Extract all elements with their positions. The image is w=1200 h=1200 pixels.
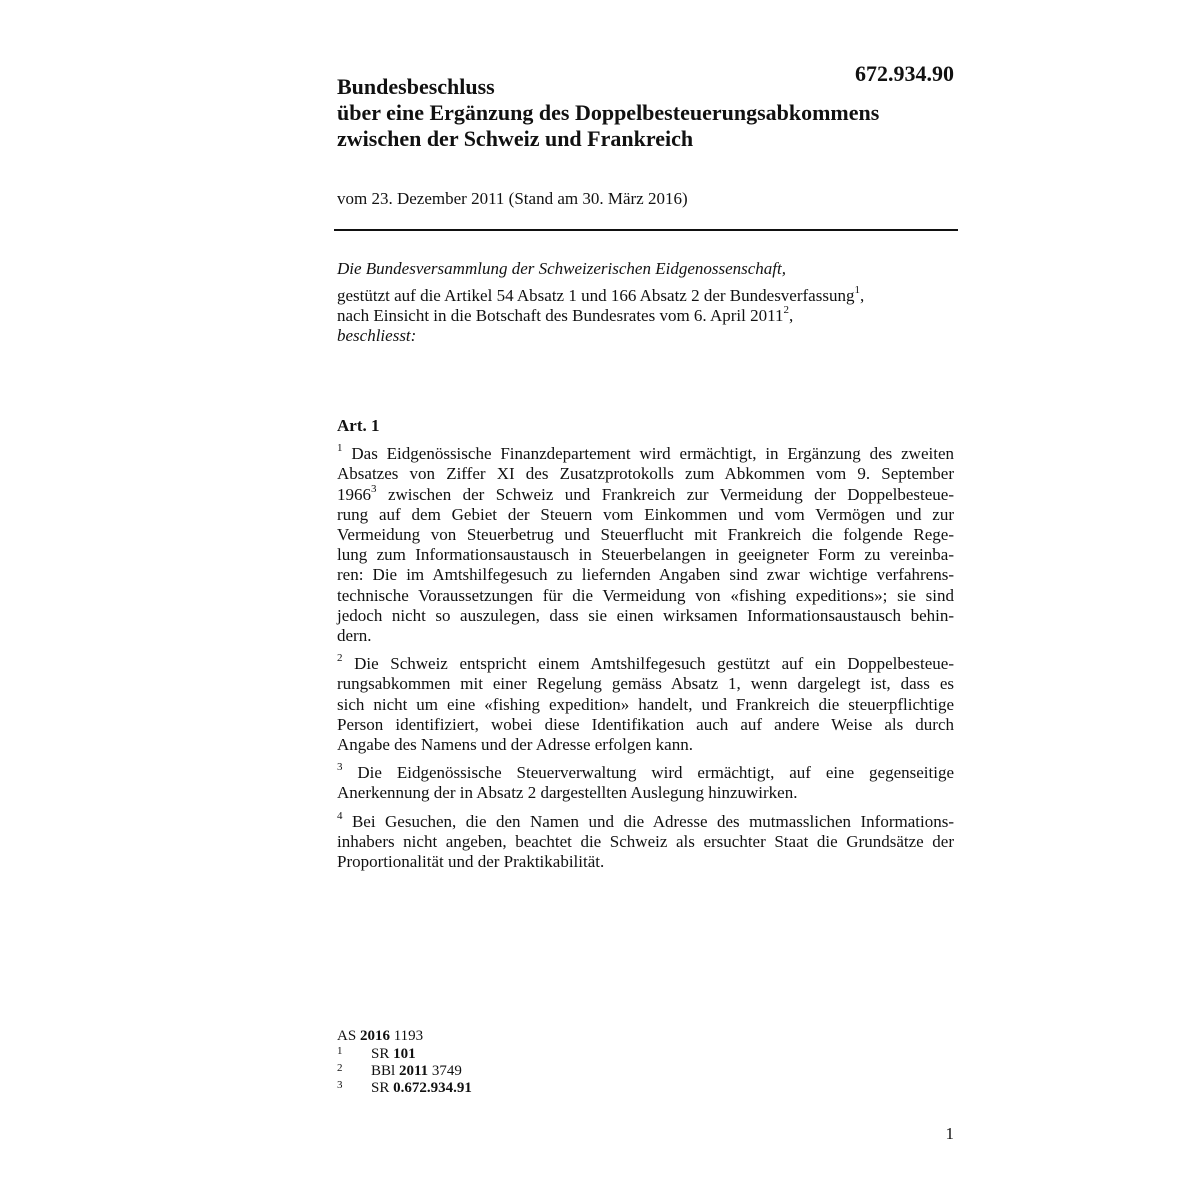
footnotes: [337, 1028, 472, 1097]
footnote-prefix: SR: [371, 1046, 390, 1062]
line-text: Die Eidgenössische Steuerverwaltung wird ermächtigt, auf eine gegenseitige: [357, 763, 955, 783]
preamble-message: [337, 306, 957, 326]
paragraph-number: 3: [337, 761, 343, 774]
preamble-basis: [337, 286, 957, 306]
as-page: 1193: [393, 1028, 424, 1044]
paragraph-line: [337, 763, 954, 783]
footnote-text[interactable]: [371, 1063, 462, 1080]
article-paragraph-3: [337, 763, 954, 803]
sr-number: 672.934.90: [855, 61, 954, 86]
preamble-basis-end: ,: [859, 286, 865, 305]
paragraph-line: Angabe des Namens und der Adresse erfolgen kann.: [337, 735, 693, 755]
preamble: [337, 259, 957, 346]
paragraph-line: Person identifiziert, wobei diese Identifikation auch auf andere Weise als durch: [337, 714, 954, 734]
line-text: 1966: [337, 484, 371, 504]
paragraph-line: Vermeidung von Steuerbetrug und Steuerflucht mit Frankreich die folgende Rege-: [337, 525, 954, 545]
footnote-ref-3[interactable]: 3: [371, 482, 377, 495]
article-paragraph-1: [337, 444, 954, 646]
paragraph-line: [337, 482, 954, 505]
paragraph-line: ren: Die im Amtshilfegesuch zu liefernden Angaben sind zwar wichtige verfahrens-: [337, 565, 954, 585]
paragraph-line: sich nicht um eine «fishing expedition» handelt, und Frankreich die steuerpflichtige: [337, 694, 954, 714]
paragraph-line: Absatzes von Ziffer XI des Zusatzprotokolls zum Abkommen vom 9. September: [337, 464, 954, 484]
paragraph-number: 4: [337, 809, 343, 822]
preamble-authority: Die Bundesversammlung der Schweizerischen Eidgenossenschaft,: [337, 259, 786, 278]
preamble-message-end: ,: [789, 306, 794, 325]
preamble-message-text: nach Einsicht in die Botschaft des Bundesrates vom 6. April 2011: [337, 306, 784, 325]
title-line: über eine Ergänzung des Doppelbesteuerungsabkommens: [337, 100, 880, 125]
as-year: 2016: [359, 1028, 390, 1044]
line-text: Die Schweiz entspricht einem Amtshilfegesuch gestützt auf ein Doppelbesteue-: [354, 654, 954, 674]
footnote-2: [337, 1062, 462, 1080]
footnote-prefix: BBl: [371, 1063, 396, 1079]
preamble-resolves: beschliesst:: [337, 326, 417, 345]
paragraph-line: rung auf dem Gebiet der Steuern vom Einkommen und vom Vermögen und zur: [337, 504, 954, 524]
paragraph-line: technische Voraussetzungen für die Vermeidung von «fishing expeditions»; sie sind: [337, 585, 954, 605]
header-divider: [334, 229, 958, 231]
footnote-number: 3: [337, 1079, 343, 1091]
paragraph-line: [337, 654, 954, 674]
paragraph-line: jedoch nicht so auszulegen, dass sie einen wirksamen Informationsaustausch behin-: [337, 605, 954, 625]
preamble-basis-text: gestützt auf die Artikel 54 Absatz 1 und 166 Absatz 2 der Bundesverfassung: [337, 286, 855, 305]
paragraph-line: [337, 809, 954, 832]
paragraph-line: [337, 444, 954, 464]
date-status-line: vom 23. Dezember 2011 (Stand am 30. März 2016): [337, 189, 688, 208]
line-text: Bei Gesuchen, die den Namen und die Adresse des mutmasslichen Informations-: [351, 811, 954, 831]
paragraph-number: 2: [337, 652, 343, 665]
footnote-bold: 0.672.934.91: [393, 1080, 472, 1096]
footnote-1: [337, 1046, 423, 1063]
paragraph-line: Anerkennung der in Absatz 2 dargestellten Auslegung hinzuwirken.: [337, 783, 798, 803]
line-text: Das Eidgenössische Finanzdepartement wird ermächtigt, in Ergänzung des zweiten: [351, 444, 954, 464]
official-collection-ref: [337, 1028, 423, 1045]
as-prefix: AS: [337, 1028, 357, 1044]
footnote-number: 1: [337, 1045, 343, 1057]
footnote-ref-1[interactable]: 1: [854, 284, 860, 296]
paragraph-line: Proportionalität und der Praktikabilität.: [337, 852, 605, 872]
title-line: zwischen der Schweiz und Frankreich: [337, 126, 694, 151]
paragraph-line: lung zum Informationsaustausch in Steuerbelangen in geeigneter Form zu vereinba-: [337, 545, 954, 565]
article-paragraph-4: [337, 809, 954, 873]
footnote-suffix: 3749: [431, 1063, 462, 1079]
document-title: [337, 74, 957, 152]
footnote-text[interactable]: [371, 1080, 472, 1097]
title-line: Bundesbeschluss: [337, 74, 495, 99]
footnote-number: 2: [337, 1062, 343, 1074]
paragraph-line: inhabers nicht angeben, beachtet die Schweiz als ersuchter Staat die Grundsätze der: [337, 831, 954, 851]
paragraph-number: 1: [337, 442, 343, 455]
footnote-prefix: SR: [371, 1080, 390, 1096]
line-text: zwischen der Schweiz und Frankreich zur Vermeidung der Doppelbesteue-: [387, 484, 954, 504]
article-1: [337, 416, 954, 880]
footnote-bold: 101: [393, 1046, 416, 1062]
page-number: 1: [945, 1124, 954, 1143]
footnote-text[interactable]: [371, 1046, 416, 1063]
paragraph-line: rungsabkommen mit einer Regelung gemäss Absatz 1, wenn dargelegt ist, dass es: [337, 674, 954, 694]
footnote-3: [337, 1079, 472, 1097]
article-paragraph-2: [337, 654, 954, 755]
article-heading: Art. 1: [337, 416, 380, 435]
footnote-bold: 2011: [398, 1063, 429, 1079]
paragraph-line: dern.: [337, 626, 372, 646]
footnote-ref-2[interactable]: 2: [783, 304, 789, 316]
